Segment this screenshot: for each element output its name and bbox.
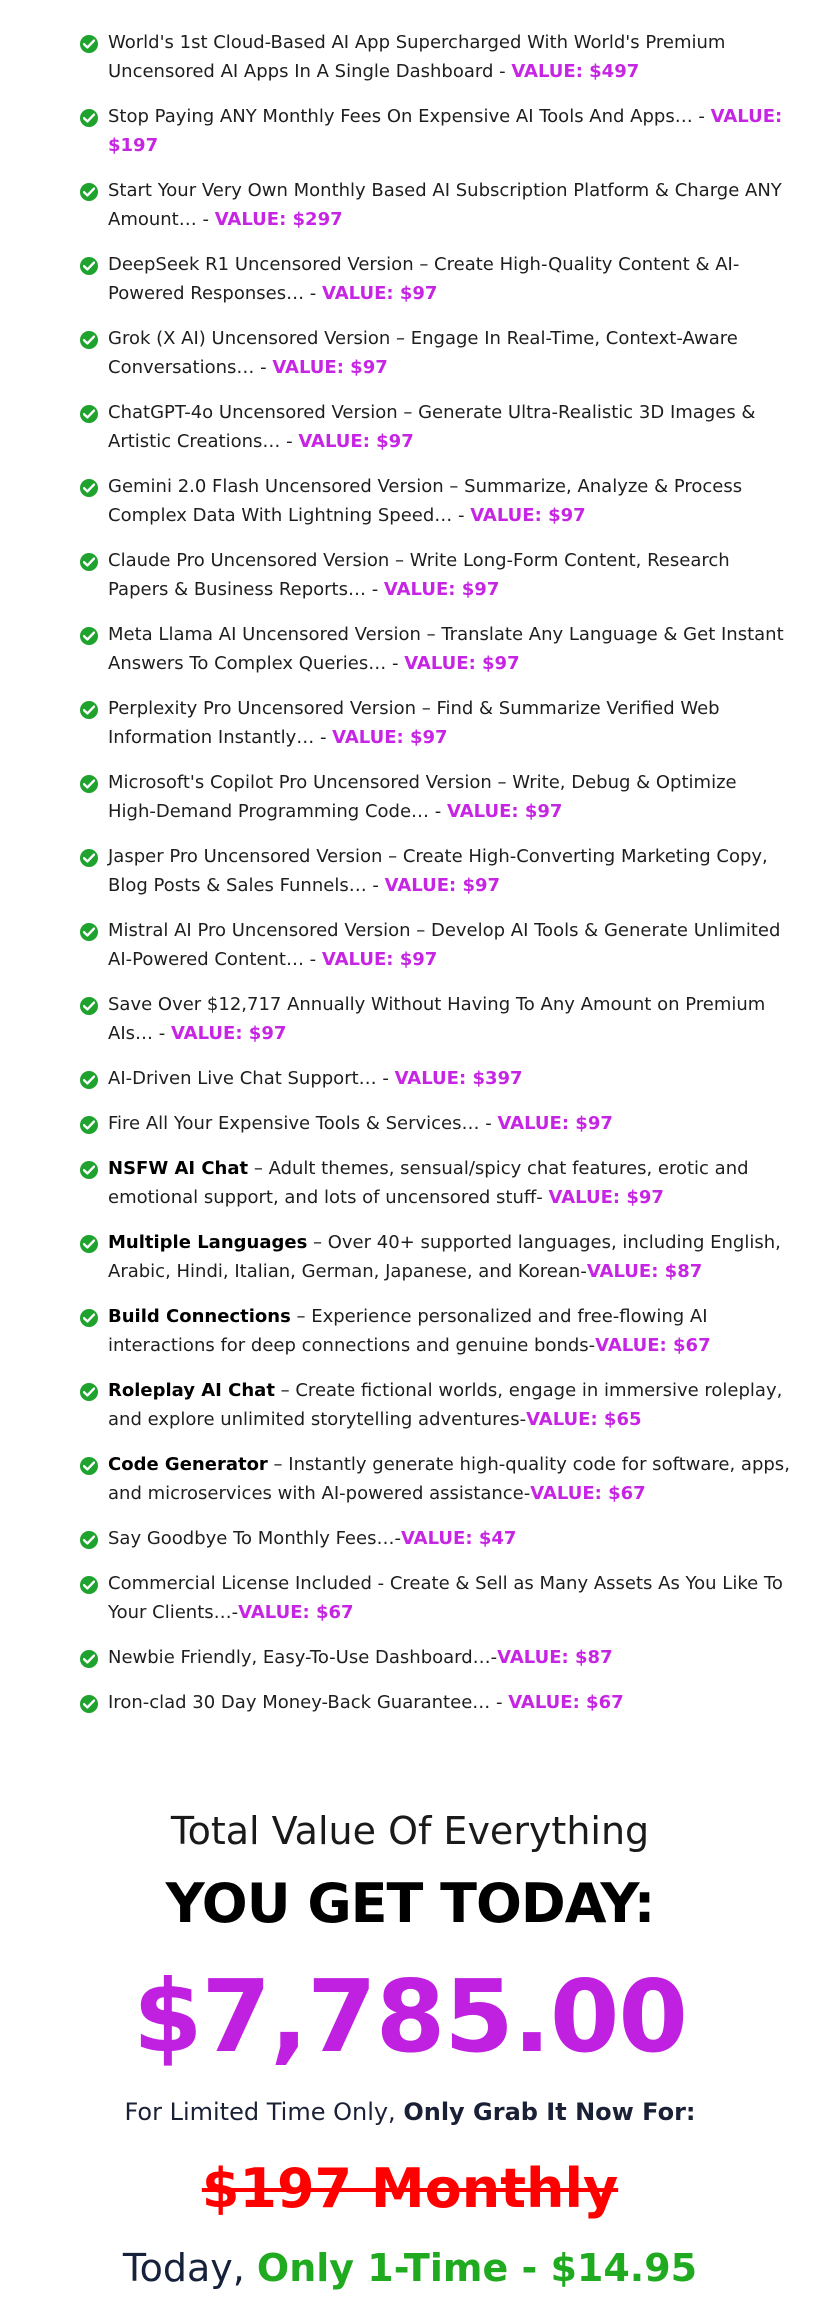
feature-item <box>78 398 790 456</box>
feature-value: VALUE: $97 <box>383 579 500 600</box>
check-circle-icon <box>80 183 98 201</box>
check-circle-icon <box>80 1695 98 1713</box>
feature-value: VALUE: $97 <box>497 1113 613 1134</box>
feature-item <box>78 1524 790 1553</box>
feature-value: VALUE: $97 <box>470 505 586 526</box>
feature-item <box>78 990 790 1048</box>
total-value-label: Total Value Of Everything <box>170 1809 650 1853</box>
check-circle-icon <box>80 627 98 645</box>
feature-list <box>78 28 790 1733</box>
check-circle-icon <box>80 1457 98 1475</box>
feature-item <box>78 694 790 752</box>
feature-value: VALUE: $67 <box>530 1483 646 1504</box>
check-circle-icon <box>80 997 98 1015</box>
feature-item <box>78 472 790 530</box>
one-time-price: Only 1-Time - $14.95 <box>256 2246 698 2290</box>
feature-text: Start Your Very Own Monthly Based AI Subscription Platform & Charge ANY Amount… - <box>108 180 782 230</box>
feature-text: Fire All Your Expensive Tools & Services… - <box>108 1113 498 1134</box>
check-circle-icon <box>80 109 98 127</box>
check-circle-icon <box>80 553 98 571</box>
feature-text: Meta Llama AI Uncensored Version – Translate Any Language & Get Instant Answers To Complex Queries… - <box>108 624 784 674</box>
feature-text: Jasper Pro Uncensored Version – Create High-Converting Marketing Copy, Blog Posts & Sales Funnels… - <box>108 846 768 896</box>
feature-value: VALUE: $397 <box>394 1068 523 1089</box>
feature-item <box>78 1688 790 1717</box>
feature-value: VALUE: $97 <box>384 875 501 896</box>
feature-heading: Roleplay AI Chat <box>108 1380 275 1401</box>
feature-text: Grok (X AI) Uncensored Version – Engage In Real-Time, Context-Aware Conversations… - <box>108 328 738 378</box>
feature-value: VALUE: $67 <box>595 1335 711 1356</box>
feature-item <box>78 1569 790 1627</box>
check-circle-icon <box>80 1071 98 1089</box>
limited-time-text: For Limited Time Only, <box>124 2098 404 2126</box>
feature-text: Gemini 2.0 Flash Uncensored Version – Summarize, Analyze & Process Complex Data With Lightning Speed… - <box>108 476 743 526</box>
limited-time-line <box>0 2096 820 2128</box>
feature-text: Say Goodbye To Monthly Fees…- <box>108 1528 401 1549</box>
today-label: Today, <box>122 2246 257 2290</box>
feature-value: VALUE: $97 <box>332 727 448 748</box>
feature-text: Claude Pro Uncensored Version – Write Long-Form Content, Research Papers & Business Reports… - <box>108 550 730 600</box>
feature-text: – Create fictional worlds, engage in immersive roleplay, and explore unlimited storytelling adventures- <box>108 1380 783 1430</box>
feature-item <box>78 176 790 234</box>
total-value-price: $7,785.00 <box>132 1958 688 2075</box>
feature-value: VALUE: $97 <box>446 801 563 822</box>
check-circle-icon <box>80 923 98 941</box>
you-get-today-heading: YOU GET TODAY: <box>165 1872 655 1935</box>
grab-now-text: Only Grab It Now For: <box>403 2098 696 2126</box>
feature-value: VALUE: $67 <box>508 1692 624 1713</box>
check-circle-icon <box>80 1161 98 1179</box>
feature-item <box>78 546 790 604</box>
feature-value: VALUE: $87 <box>586 1261 703 1282</box>
feature-heading: NSFW AI Chat <box>108 1158 249 1179</box>
feature-text: ChatGPT-4o Uncensored Version – Generate Ultra-Realistic 3D Images & Artistic Creations… - <box>108 402 756 452</box>
feature-item <box>78 768 790 826</box>
feature-value: VALUE: $297 <box>214 209 343 230</box>
feature-text: Perplexity Pro Uncensored Version – Find & Summarize Verified Web Information Instantly… - <box>108 698 720 748</box>
check-circle-icon <box>80 479 98 497</box>
feature-heading: Build Connections <box>108 1306 291 1327</box>
feature-value: VALUE: $97 <box>298 431 414 452</box>
check-circle-icon <box>80 775 98 793</box>
check-circle-icon <box>80 1116 98 1134</box>
feature-text: Commercial License Included - Create & Sell as Many Assets As You Like To Your Clients…- <box>108 1573 783 1623</box>
feature-value: VALUE: $47 <box>400 1528 517 1549</box>
feature-text: Iron-clad 30 Day Money-Back Guarantee… - <box>108 1692 509 1713</box>
today-price-line <box>0 2244 820 2292</box>
feature-value: VALUE: $67 <box>238 1602 354 1623</box>
feature-value: VALUE: $97 <box>170 1023 287 1044</box>
old-price-struck: $197 Monthly <box>201 2157 619 2220</box>
check-circle-icon <box>80 1383 98 1401</box>
feature-item <box>78 250 790 308</box>
feature-text: DeepSeek R1 Uncensored Version – Create High-Quality Content & AI-Powered Responses… - <box>108 254 740 304</box>
feature-value: VALUE: $97 <box>272 357 388 378</box>
feature-text: Mistral AI Pro Uncensored Version – Develop AI Tools & Generate Unlimited AI-Powered Content… - <box>108 920 781 970</box>
check-circle-icon <box>80 1650 98 1668</box>
feature-item <box>78 916 790 974</box>
feature-item <box>78 842 790 900</box>
check-circle-icon <box>80 35 98 53</box>
feature-item <box>78 1376 790 1434</box>
feature-text: – Over 40+ supported languages, including English, Arabic, Hindi, Italian, German, Japanese, and Korean- <box>108 1232 781 1282</box>
feature-item <box>78 1302 790 1360</box>
feature-heading: Code Generator <box>108 1454 268 1475</box>
feature-item <box>78 324 790 382</box>
feature-value: VALUE: $197 <box>108 106 783 156</box>
check-circle-icon <box>80 1309 98 1327</box>
feature-item <box>78 620 790 678</box>
feature-item <box>78 102 790 160</box>
feature-item <box>78 28 790 86</box>
feature-item <box>78 1228 790 1286</box>
feature-heading: Multiple Languages <box>108 1232 308 1253</box>
check-circle-icon <box>80 1235 98 1253</box>
feature-value: VALUE: $97 <box>322 283 438 304</box>
feature-value: VALUE: $87 <box>497 1647 613 1668</box>
feature-text: – Adult themes, sensual/spicy chat features, erotic and emotional support, and lots of uncensored stuff- <box>108 1158 749 1208</box>
check-circle-icon <box>80 331 98 349</box>
feature-item <box>78 1064 790 1093</box>
check-circle-icon <box>80 849 98 867</box>
feature-value: VALUE: $497 <box>511 61 640 82</box>
feature-text: Save Over $12,717 Annually Without Having To Any Amount on Premium AIs… - <box>108 994 766 1044</box>
pricing-summary <box>0 1808 820 2292</box>
feature-text: World's 1st Cloud-Based AI App Supercharged With World's Premium Uncensored AI Apps In A Single Dashboard - <box>108 32 726 82</box>
feature-item <box>78 1643 790 1672</box>
feature-value: VALUE: $97 <box>321 949 438 970</box>
feature-value: VALUE: $65 <box>526 1409 642 1430</box>
feature-item <box>78 1154 790 1212</box>
check-circle-icon <box>80 1576 98 1594</box>
feature-item <box>78 1450 790 1508</box>
feature-item <box>78 1109 790 1138</box>
feature-value: VALUE: $97 <box>548 1187 664 1208</box>
feature-value: VALUE: $97 <box>404 653 520 674</box>
check-circle-icon <box>80 1531 98 1549</box>
feature-text: Newbie Friendly, Easy-To-Use Dashboard…- <box>108 1647 498 1668</box>
feature-text: Stop Paying ANY Monthly Fees On Expensive AI Tools And Apps… - <box>108 106 711 127</box>
feature-text: – Experience personalized and free-flowing AI interactions for deep connections and genuine bonds- <box>108 1306 708 1356</box>
check-circle-icon <box>80 405 98 423</box>
feature-text: Microsoft's Copilot Pro Uncensored Version – Write, Debug & Optimize High-Demand Programming Code… - <box>108 772 737 822</box>
check-circle-icon <box>80 257 98 275</box>
feature-text: – Instantly generate high-quality code for software, apps, and microservices with AI-powered assistance- <box>108 1454 790 1504</box>
check-circle-icon <box>80 701 98 719</box>
feature-text: AI-Driven Live Chat Support… - <box>108 1068 395 1089</box>
